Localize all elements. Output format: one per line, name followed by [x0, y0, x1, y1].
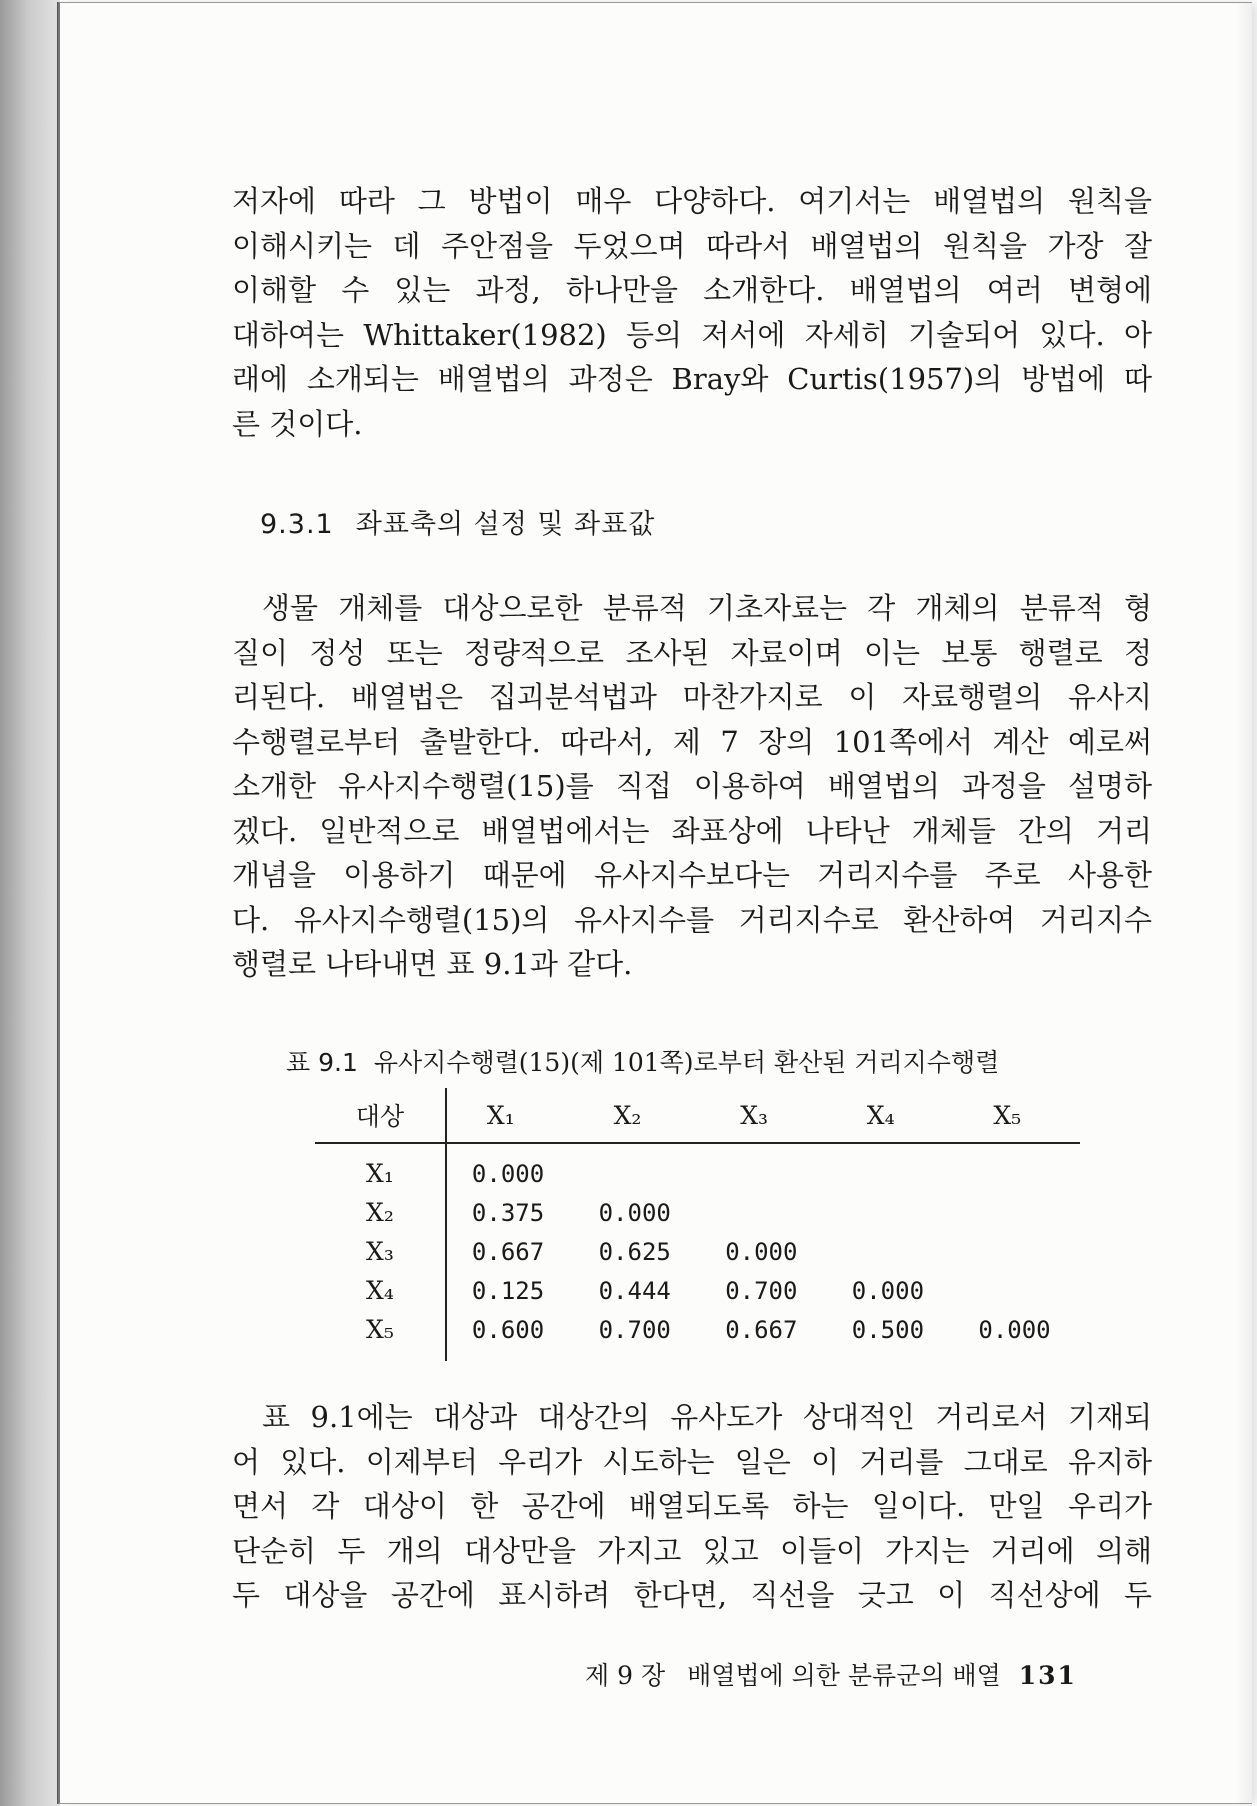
- text-line: 개념을 이용하기 때문에 유사지수보다는 거리지수를 주로 사용한: [232, 858, 1152, 892]
- paragraph-1: [232, 179, 1152, 446]
- text-line: 어 있다. 이제부터 우리가 시도하는 일은 이 거리를 그대로 유지하: [232, 1444, 1152, 1479]
- table-cell: [827, 1143, 954, 1193]
- text-line: 른 것이다.: [232, 406, 363, 441]
- table-cell: [700, 1143, 827, 1193]
- text-line: 다. 유사지수행렬(15)의 유사지수를 거리지수로 환산하여 거리지수: [232, 902, 1152, 937]
- table-row: [315, 1232, 1080, 1271]
- book-page: [58, 2, 1252, 1804]
- running-footer: [585, 1656, 1077, 1692]
- table-header-row: [315, 1088, 1080, 1143]
- text-line: 소개한 유사지수행렬(15)를 직접 이용하여 배열법의 과정을 설명하: [232, 769, 1152, 803]
- paragraph-2: [232, 586, 1152, 987]
- table-cell: 0.500: [851, 1315, 925, 1344]
- table-row: [315, 1193, 1080, 1232]
- table-cell: [827, 1193, 954, 1232]
- table-cell: 0.000: [471, 1159, 545, 1188]
- table-column-header: X₁: [446, 1088, 574, 1143]
- table-cell: [953, 1193, 1080, 1232]
- table-column-header: X₂: [574, 1088, 701, 1143]
- row-label: X₄: [315, 1271, 446, 1310]
- section-title: 좌표축의 설정 및 좌표값: [355, 509, 656, 540]
- table-row: [315, 1143, 1080, 1193]
- table-cell: 0.667: [471, 1237, 545, 1266]
- text-line: 겠다. 일반적으로 배열법에서는 좌표상에 나타난 개체들 간의 거리: [232, 813, 1152, 848]
- table-cell: [700, 1193, 827, 1232]
- distance-matrix-table: [315, 1088, 1080, 1361]
- text-line: 저자에 따라 그 방법이 매우 다양하다. 여기서는 배열법의 원칙을: [232, 184, 1152, 218]
- footer-title: 배열법에 의한 분류군의 배열: [687, 1661, 1001, 1690]
- table-caption-label: 표 9.1: [286, 1048, 358, 1077]
- footer-chapter: 제 9 장: [585, 1661, 666, 1690]
- table-cell: 0.700: [598, 1315, 671, 1344]
- table-cell: 0.000: [851, 1276, 925, 1305]
- table-cell: [953, 1232, 1080, 1271]
- text-line: 단순히 두 개의 대상만을 가지고 있고 이들이 가지는 거리에 의해: [232, 1533, 1152, 1568]
- section-number: 9.3.1: [260, 509, 334, 540]
- table-row: [315, 1310, 1080, 1361]
- table-cell: 0.667: [725, 1315, 798, 1344]
- table-caption-text: 유사지수행렬(15)(제 101쪽)로부터 환산된 거리지수행렬: [373, 1048, 1000, 1077]
- table-cell: 0.375: [471, 1198, 545, 1227]
- table-cell: [827, 1232, 954, 1271]
- text-line: 수행렬로부터 출발한다. 따라서, 제 7 장의 101쪽에서 계산 예로써: [232, 724, 1152, 759]
- text-line: 면서 각 대상이 한 공간에 배열되도록 하는 일이다. 만일 우리가: [232, 1489, 1152, 1523]
- table-column-header: X₃: [700, 1088, 827, 1143]
- table-cell: [953, 1271, 1080, 1310]
- text-line: 대하여는 Whittaker(1982) 등의 저서에 자세히 기술되어 있다. 아: [232, 317, 1152, 352]
- table-row: [315, 1271, 1080, 1310]
- text-line: 표 9.1에는 대상과 대상간의 유사도가 상대적인 거리로서 기재되: [262, 1400, 1152, 1434]
- text-line: 이해시키는 데 주안점을 두었으며 따라서 배열법의 원칙을 가장 잘: [232, 228, 1152, 263]
- row-label: X₁: [315, 1143, 446, 1193]
- text-line: 질이 정성 또는 정량적으로 조사된 자료이며 이는 보통 행렬로 정: [232, 635, 1152, 670]
- table-cell: 0.625: [598, 1237, 671, 1266]
- table-column-header: X₄: [827, 1088, 954, 1143]
- table-cell: 0.000: [725, 1237, 798, 1266]
- book-spine: [0, 0, 60, 1806]
- text-line: 생물 개체를 대상으로한 분류적 기초자료는 각 개체의 분류적 형: [262, 591, 1152, 625]
- table-column-header: X₅: [953, 1088, 1080, 1143]
- table-cell: [574, 1143, 701, 1193]
- text-line: 래에 소개되는 배열법의 과정은 Bray와 Curtis(1957)의 방법에 따: [232, 362, 1152, 396]
- row-label: X₅: [315, 1310, 446, 1361]
- table-cell: [953, 1143, 1080, 1193]
- row-label: X₃: [315, 1232, 446, 1271]
- row-label: X₂: [315, 1193, 446, 1232]
- table-cell: 0.000: [978, 1315, 1051, 1344]
- paragraph-3: [232, 1395, 1152, 1618]
- table-caption: [286, 1043, 999, 1079]
- table-cell: 0.000: [598, 1198, 671, 1227]
- text-line: 이해할 수 있는 과정, 하나만을 소개한다. 배열법의 여러 변형에: [232, 273, 1152, 307]
- text-line: 리된다. 배열법은 집괴분석법과 마찬가지로 이 자료행렬의 유사지: [232, 680, 1152, 714]
- table-cell: 0.600: [471, 1315, 545, 1344]
- section-heading: [260, 502, 655, 541]
- table-corner-header: 대상: [315, 1088, 446, 1143]
- page-edge-shadow: [1236, 3, 1252, 1803]
- table-cell: 0.700: [725, 1276, 798, 1305]
- page-number: 131: [1018, 1661, 1077, 1690]
- table-cell: 0.444: [598, 1276, 671, 1305]
- text-line: 행렬로 나타내면 표 9.1과 같다.: [232, 947, 633, 981]
- table-cell: 0.125: [471, 1276, 545, 1305]
- text-line: 두 대상을 공간에 표시하려 한다면, 직선을 긋고 이 직선상에 두: [232, 1578, 1152, 1612]
